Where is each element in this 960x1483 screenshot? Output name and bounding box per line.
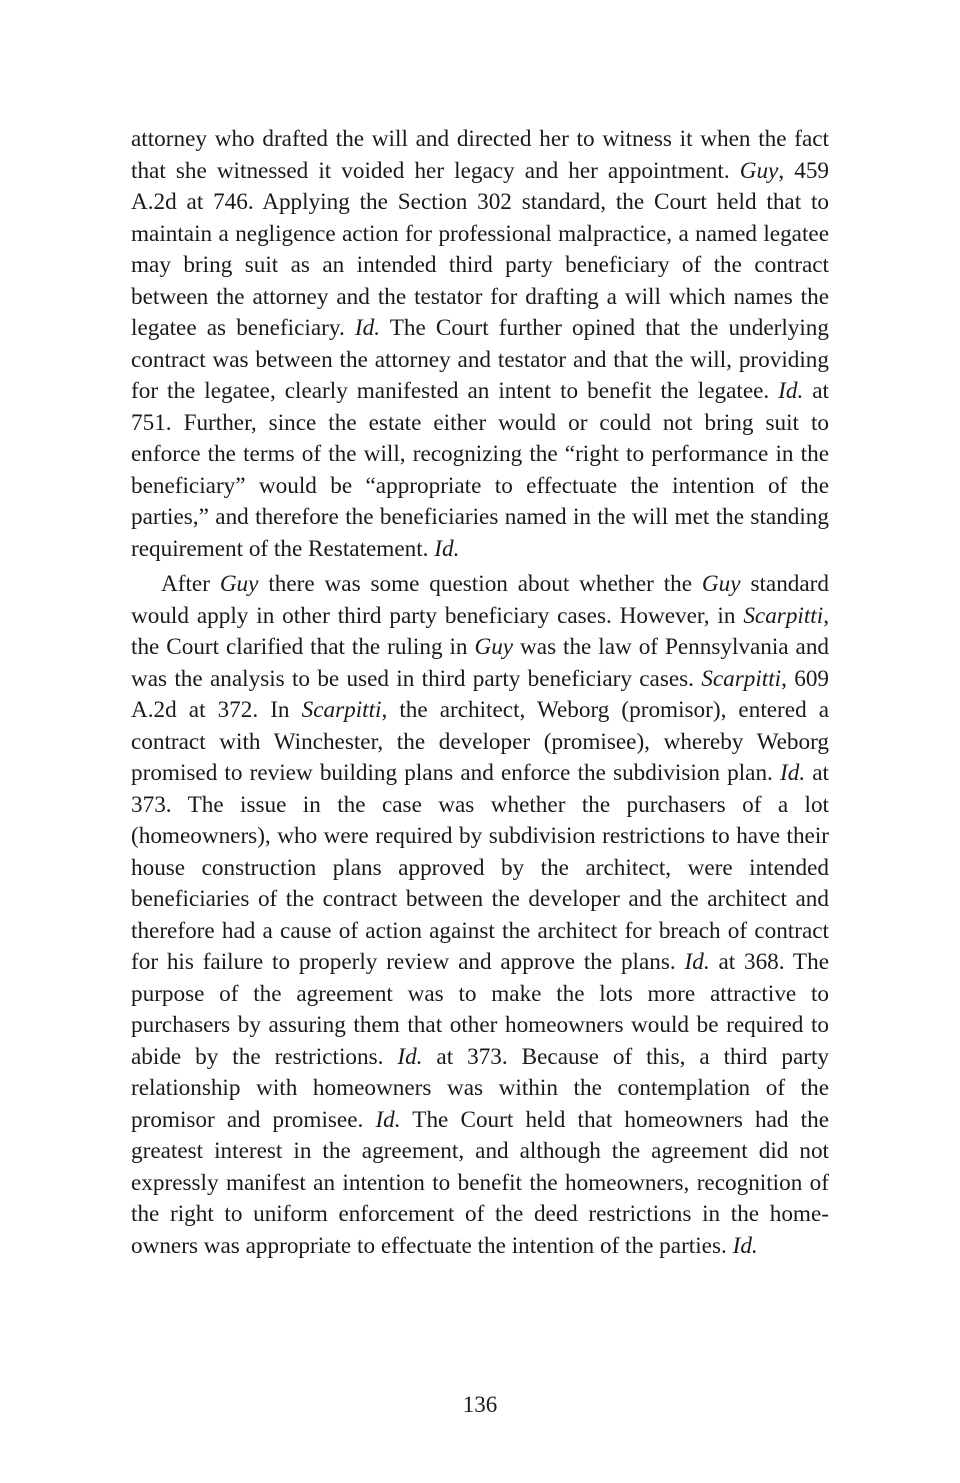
body-text: at 368. The purpose of the agreement was to make the lots more attractive to purchasers by assuring them that other homeowners would be required to abide by the restrictions. bbox=[131, 949, 829, 1070]
citation-text: Guy bbox=[219, 571, 259, 597]
body-text: , the Court clarified that the ruling in bbox=[131, 602, 829, 660]
citation-text: Id. bbox=[684, 949, 710, 975]
citation-text: Id. bbox=[397, 1043, 423, 1070]
citation-text: Id. bbox=[434, 535, 460, 562]
citation-text: Id. bbox=[375, 1106, 401, 1133]
paragraph-guy-holding bbox=[131, 124, 829, 565]
page-body bbox=[131, 124, 829, 1262]
citation-text: Id. bbox=[732, 1232, 758, 1259]
body-text: The Court further opined that the underlying contract was between the attorney and testator and that the will, providing for the legatee, clearly manifested an intent to benefit the legatee. bbox=[131, 315, 829, 404]
body-text: at 751. Further, since the estate either would or could not bring suit to enforce the terms of the will, recognizing the “right to performance in the beneficiary” would be “appropriate to effectuate the intention of the parties,” and therefore the beneficiaries named in the will met the standing requirement of the Restatement. bbox=[131, 378, 830, 562]
citation-text: Scarpitti bbox=[743, 602, 824, 629]
body-text: , 459 A.2d at 746. Applying the Section 302 standard, the Court held that to maintain a negligence action for professional malpractice, a named legatee may bring suit as an intended third party beneficiary of the contract between the attorney and the testator for drafting a will which names the legatee as beneficiary. bbox=[131, 157, 830, 341]
citation-text: Id. bbox=[780, 760, 806, 786]
citation-text: Guy bbox=[739, 157, 779, 184]
body-text: The Court held that homeowners had the greatest interest in the agreement, and although the agreement did not expressly manifest an intention to benefit the homeowners, recognition of the right to uniform enforcement of the deed restrictions in the homeowners was appropriate to effectuate the intention of the parties. bbox=[131, 1106, 829, 1259]
paragraph-scarpitti bbox=[131, 569, 829, 1262]
citation-text: Id. bbox=[778, 378, 804, 404]
body-text: was the law of Pennsylvania and was the analysis to be used in third party beneficiary cases. bbox=[131, 634, 830, 692]
body-text: there was some question about whether the bbox=[258, 571, 702, 597]
citation-text: Id. bbox=[354, 315, 380, 341]
body-text: , 609 A.2d at 372. In bbox=[131, 665, 829, 723]
body-text: at 373. The issue in the case was whether the purchasers of a lot (homeowners), who were required by subdivision restrictions to have their house construction plans approved by the architect, were intended beneficiaries of the contract between the developer and the architect and therefore had a cause of action against the architect for breach of contract for his failure to properly review and approve the plans. bbox=[131, 760, 829, 975]
body-text: After bbox=[161, 571, 220, 597]
citation-text: Scarpitti bbox=[301, 697, 382, 723]
citation-text: Guy bbox=[701, 571, 741, 597]
citation-text: Scarpitti bbox=[701, 665, 782, 692]
body-text: at 373. Because of this, a third party relationship with homeowners was within the contemplation of the promisor and promisee. bbox=[131, 1043, 829, 1133]
page-number: 136 bbox=[462, 1392, 498, 1417]
body-text: attorney who drafted the will and directed her to witness it when the fact that she witnessed it voided her legacy and her appointment. bbox=[131, 126, 829, 184]
body-text: , the architect, Weborg (promisor), entered a contract with Winchester, the developer (promisee), whereby Weborg promised to review building plans and enforce the subdivision plan. bbox=[131, 697, 830, 786]
body-text: standard would apply in other third party beneficiary cases. However, in bbox=[131, 571, 829, 629]
citation-text: Guy bbox=[474, 634, 514, 660]
